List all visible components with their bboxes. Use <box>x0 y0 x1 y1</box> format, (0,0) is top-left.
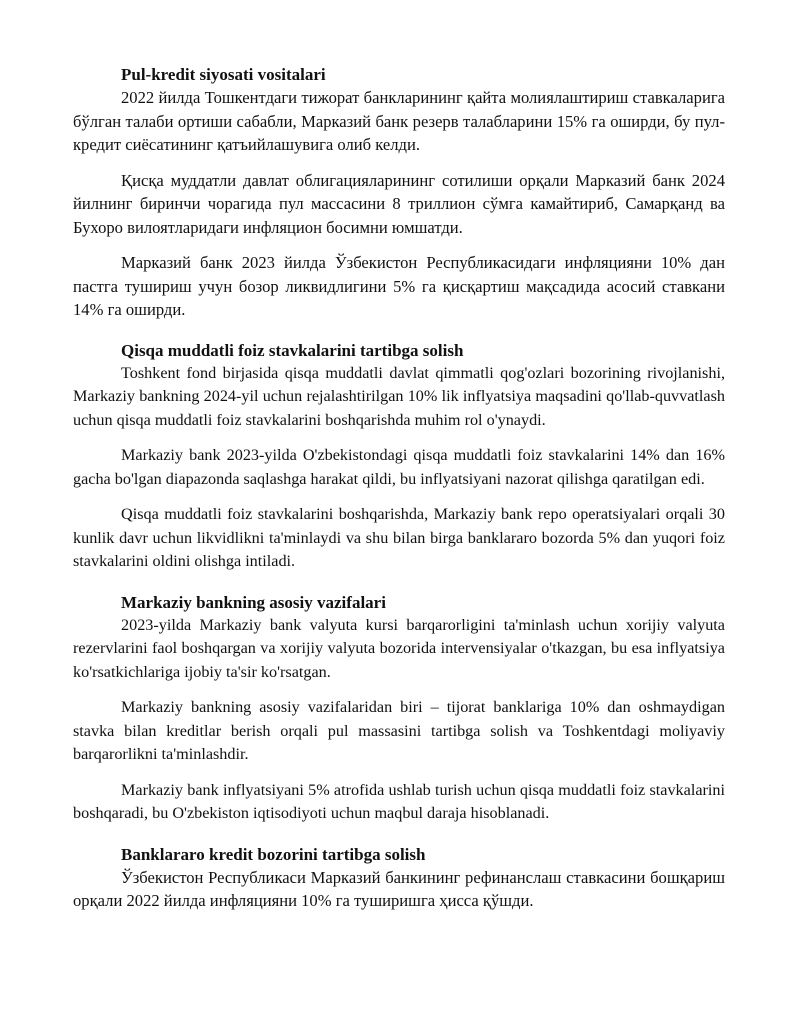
section-central-bank-tasks <box>73 592 725 826</box>
document-page <box>73 64 725 913</box>
section-interbank-market <box>73 844 725 913</box>
paragraph: Қисқа муддатли давлат облигацияларининг сотилиши орқали Марказий банк 2024 йилнинг биринчи чорагида пул массасини 8 триллион сўмга камайтириб, Самарқанд ва Бухоро вилоятларидаги инфляцион босимни юмшатди. <box>73 170 725 237</box>
section-heading: Qisqa muddatli foiz stavkalarini tartibga solish <box>121 340 464 360</box>
paragraph: 2023-yilda Markaziy bank valyuta kursi barqarorligini ta'minlash uchun xorijiy valyuta rezervlarini faol boshqargan va xorijiy valyuta bozorida intervensiyalar o'tkazgan, bu esa inflyatsiya ko'rsatkichlariga ijobiy ta'sir ko'rsatgan. <box>73 615 725 681</box>
section-heading: Banklararo kredit bozorini tartibga solish <box>121 844 426 864</box>
paragraph: Markaziy bank inflyatsiyani 5% atrofida ushlab turish uchun qisqa muddatli foiz stavkalarini boshqaradi, bu O'zbekiston iqtisodiyoti uchun maqbul daraja hisoblanadi. <box>73 780 725 822</box>
section-heading: Pul-kredit siyosati vositalari <box>121 65 326 84</box>
paragraph: Ўзбекистон Республикаси Марказий банкининг рефинанслаш ставкасини бошқариш орқали 2022 йилда инфляцияни 10% га туширишга ҳисса қўшди. <box>73 867 725 910</box>
section-heading: Markaziy bankning asosiy vazifalari <box>121 592 386 612</box>
paragraph: Toshkent fond birjasida qisqa muddatli davlat qimmatli qog'ozlari bozorining rivojlanishi, Markaziy bankning 2024-yil uchun rejalashtirilgan 10% lik inflyatsiya maqsadini qo'llab-quvvatlash uchun qisqa muddatli foiz stavkalarini boshqarishda muhim rol o'ynaydi. <box>73 363 725 429</box>
paragraph: Марказий банк 2023 йилда Ўзбекистон Республикасидаги инфляцияни 10% дан пастга тушириш учун бозор ликвидлигини 5% га қисқартиш мақсадида асосий ставкани 14% га оширди. <box>73 253 725 319</box>
paragraph: Markaziy bankning asosiy vazifalaridan biri – tijorat banklariga 10% dan oshmaydigan stavka bilan kreditlar berish orqali pul massasini tartibga solish va Toshkentdagi moliyaviy barqarorlikni ta'minlashdir. <box>73 698 725 763</box>
paragraph: 2022 йилда Тошкентдаги тижорат банкларининг қайта молиялаштириш ставкаларига бўлган талаби ортиши сабабли, Марказий банк резерв талабларини 15% га оширди, бу пул-кредит сиёсатининг қатъийлашувига олиб келди. <box>73 88 725 154</box>
section-monetary-policy-tools <box>73 64 725 322</box>
paragraph: Qisqa muddatli foiz stavkalarini boshqarishda, Markaziy bank repo operatsiyalari orqali 30 kunlik davr uchun likvidlikni ta'minlaydi va shu bilan birga banklararo bozorda 5% dan yuqori foiz stavkalarini oldini olishga intiladi. <box>73 505 725 570</box>
paragraph: Markaziy bank 2023-yilda O'zbekistondagi qisqa muddatli foiz stavkalarini 14% dan 16% gacha bo'lgan diapazonda saqlashga harakat qildi, bu inflyatsiyani nazorat qilishga qaratilgan edi. <box>73 446 725 488</box>
section-short-term-rates <box>73 340 725 574</box>
